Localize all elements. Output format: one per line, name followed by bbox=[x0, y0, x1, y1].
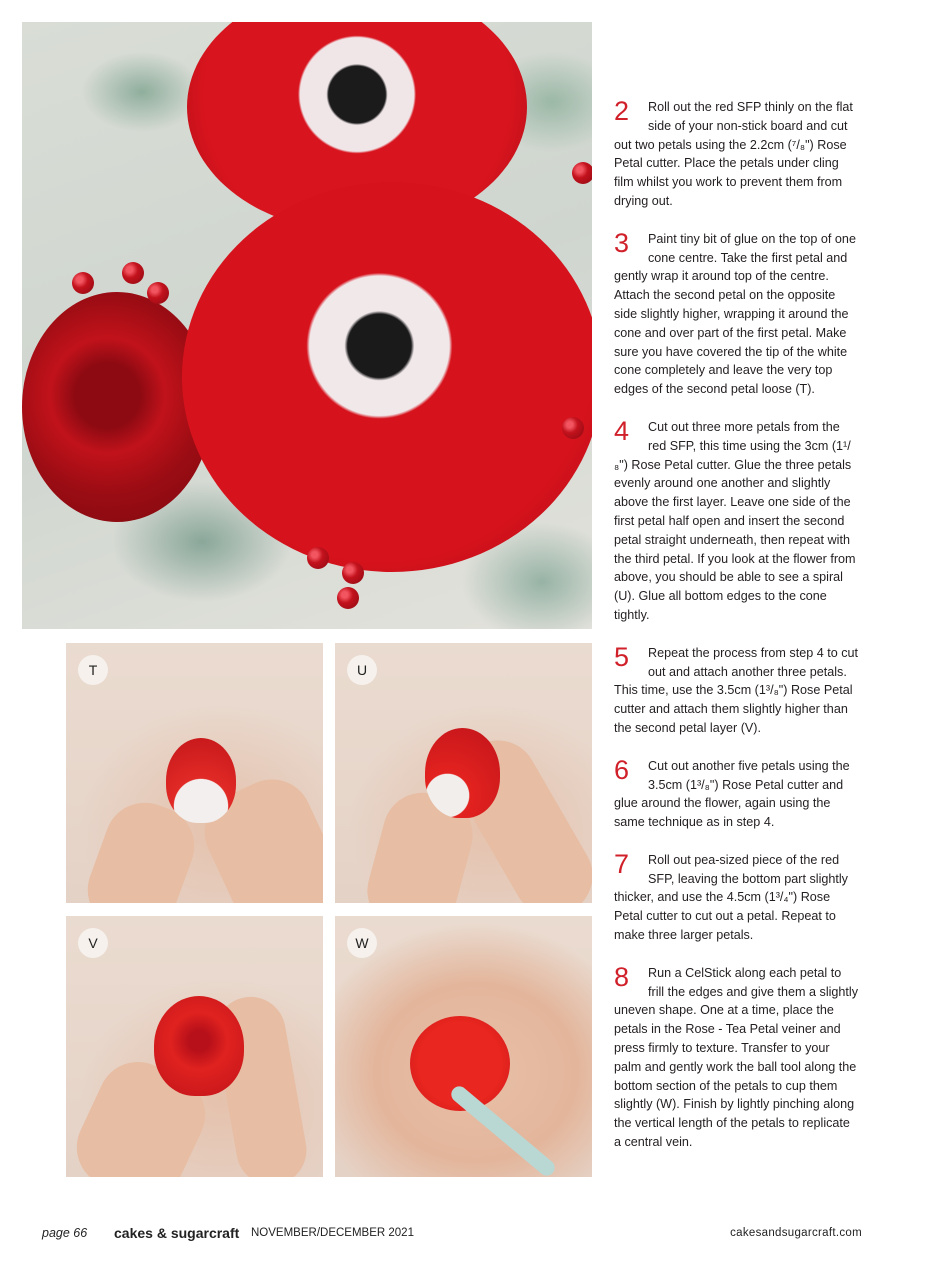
step-6 bbox=[614, 754, 859, 832]
page-number: page 66 bbox=[42, 1226, 88, 1240]
step-tag-u: U bbox=[347, 655, 377, 685]
step-tag-t: T bbox=[78, 655, 108, 685]
step-photo-u bbox=[335, 643, 592, 903]
step-text: Run a CelStick along each petal to frill the edges and give them a slightly uneven shape. One at a time, place the petals in the Rose - Tea Petal veiner and press firmly to texture. Transfer to your palm and gently work the ball tool along the bottom section of the petals to cup them slightly (W). Finish by lightly pinching along the vertical length of the petals to replicate a central vein. bbox=[614, 965, 859, 1150]
berry bbox=[122, 262, 144, 284]
step-text: Roll out pea-sized piece of the red SFP, leaving the bottom part slightly thicker, and use the 4.5cm (1³/₄") Rose Petal cutter to cut out a petal. Repeat to make three larger petals. bbox=[614, 852, 848, 943]
berry bbox=[147, 282, 169, 304]
issue-date: NOVEMBER/DECEMBER 2021 bbox=[251, 1227, 414, 1239]
step-number: 3 bbox=[614, 227, 630, 258]
rose-bud bbox=[154, 996, 244, 1096]
step-7 bbox=[614, 848, 859, 945]
hero-flower-photo bbox=[22, 22, 592, 629]
step-5 bbox=[614, 641, 859, 738]
step-tag-w: W bbox=[347, 928, 377, 958]
step-2 bbox=[614, 98, 859, 211]
berry bbox=[72, 272, 94, 294]
step-number: 8 bbox=[614, 961, 630, 992]
ball-tool bbox=[448, 1083, 558, 1177]
step-text: Repeat the process from step 4 to cut out and attach another three petals. This time, use the 3.5cm (1³/₈") Rose Petal cutter and attach them slightly higher than the second petal layer (V). bbox=[614, 645, 859, 735]
step-tag-v: V bbox=[78, 928, 108, 958]
red-anemone-main bbox=[182, 182, 592, 572]
step-8 bbox=[614, 961, 859, 1152]
magazine-name: cakes & sugarcraft bbox=[114, 1225, 240, 1241]
berry bbox=[562, 417, 584, 439]
step-text: Paint tiny bit of glue on the top of one cone centre. Take the first petal and gently wrap it around top of the centre. Attach the second petal on the opposite side slightly higher, wrapping it around the cone and over part of the first petal. Make sure you have covered the tip of the white cone completely and leave the very top edges of the second petal loose (T). bbox=[614, 231, 856, 397]
red-rose bbox=[22, 292, 212, 522]
step-number: 5 bbox=[614, 641, 630, 672]
berry bbox=[342, 562, 364, 584]
rose-bud bbox=[166, 738, 236, 823]
berry bbox=[337, 587, 359, 609]
berry bbox=[572, 162, 592, 184]
step-photo-t bbox=[66, 643, 323, 903]
website-url: cakesandsugarcraft.com bbox=[730, 1227, 862, 1239]
step-text: Cut out another five petals using the 3.5cm (1³/₈") Rose Petal cutter and glue around the flower, again using the same technique as in step 4. bbox=[614, 758, 850, 830]
berry bbox=[307, 547, 329, 569]
step-photo-w bbox=[335, 916, 592, 1177]
step-number: 6 bbox=[614, 754, 630, 785]
step-3 bbox=[614, 227, 859, 399]
instructions-column bbox=[614, 98, 859, 1171]
step-photo-v bbox=[66, 916, 323, 1177]
step-text: Roll out the red SFP thinly on the flat side of your non-stick board and cut out two petals using the 2.2cm (⁷/₈") Rose Petal cutter. Place the petals under cling film whilst you work to prevent them from drying out. bbox=[614, 100, 853, 208]
step-number: 2 bbox=[614, 96, 630, 126]
step-4 bbox=[614, 415, 859, 625]
step-text: Cut out three more petals from the red SFP, this time using the 3cm (1¹/₈") Rose Petal cutter. Glue the three petals evenly around one another and slightly above the first layer. Leave one side of the first petal half open and insert the second petal straight underneath, then repeat with the third petal. If you look at the flower from above, you should be able to see a spiral (U). Glue all bottom edges to the cone tightly. bbox=[614, 419, 856, 622]
step-number: 7 bbox=[614, 848, 630, 879]
step-number: 4 bbox=[614, 415, 630, 446]
rose-bud bbox=[425, 728, 500, 818]
